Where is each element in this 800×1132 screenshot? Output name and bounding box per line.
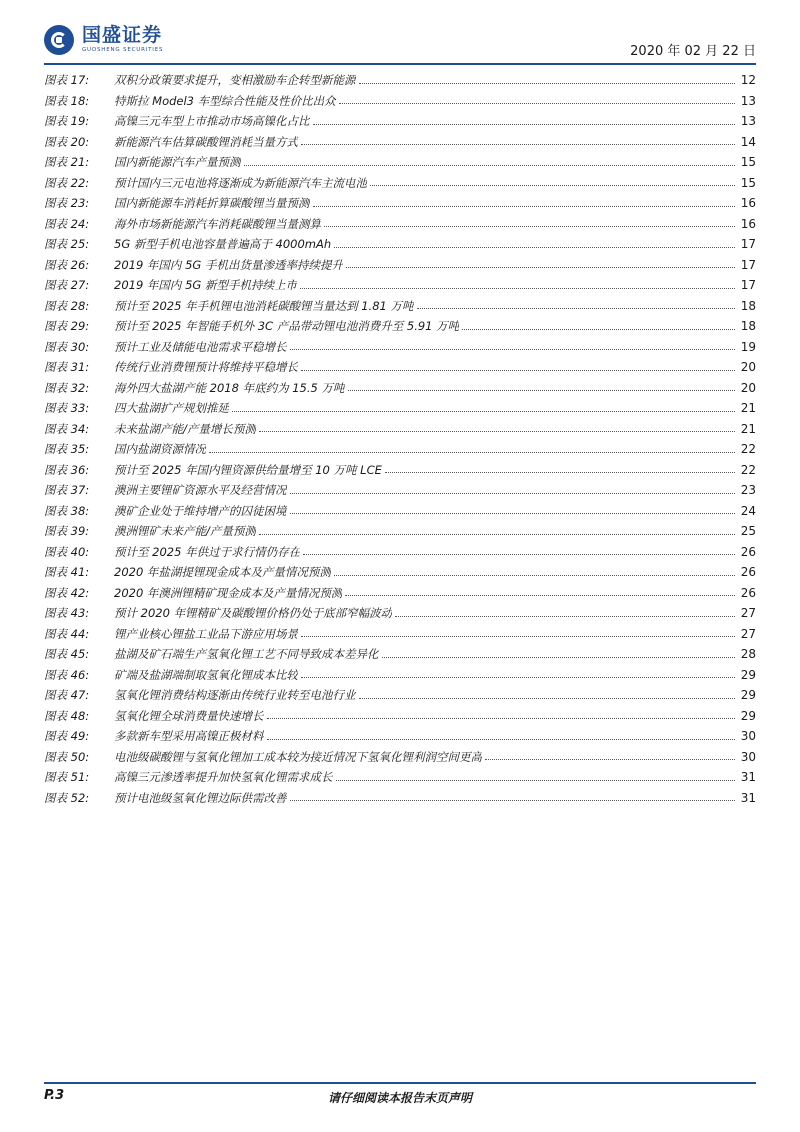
figure-label: 图表 52: [44, 790, 90, 805]
figure-index-entry[interactable] [44, 583, 756, 604]
figure-page-number[interactable]: 25 [740, 524, 756, 539]
dot-leader [209, 452, 735, 453]
figure-index-entry[interactable] [44, 152, 756, 173]
figure-index-entry[interactable] [44, 275, 756, 296]
dot-leader [303, 554, 735, 555]
figure-label: 图表 33: [44, 401, 90, 416]
dot-leader [346, 267, 735, 268]
figure-index-entry[interactable] [44, 193, 756, 214]
dot-leader [395, 616, 735, 617]
figure-title[interactable]: 盐湖及矿石端生产氢氧化锂工艺不同导致成本差异化 [114, 647, 379, 662]
figure-index-entry[interactable] [44, 480, 756, 501]
figure-label: 图表 38: [44, 503, 90, 518]
figure-page-number[interactable]: 22 [740, 462, 756, 477]
figure-page-number[interactable]: 15 [740, 175, 756, 190]
figure-title[interactable]: 预计至 2025 年智能手机外 3C 产品带动锂电池消费升至 5.91 万吨 [114, 319, 460, 334]
figure-label: 图表 17: [44, 73, 90, 88]
figure-title[interactable]: 国内盐湖资源情况 [114, 442, 206, 457]
figure-title[interactable]: 国内新能源汽车产量预测 [114, 155, 241, 170]
figure-page-number[interactable]: 13 [740, 93, 756, 108]
figure-index-entry[interactable] [44, 214, 756, 235]
figure-page-number[interactable]: 15 [740, 155, 756, 170]
figure-index-entry[interactable] [44, 747, 756, 768]
figure-label: 图表 34: [44, 421, 90, 436]
figure-page-number[interactable]: 29 [740, 688, 756, 703]
dot-leader [290, 349, 736, 350]
figure-page-number[interactable]: 27 [740, 626, 756, 641]
figure-index-entry[interactable] [44, 603, 756, 624]
figure-page-number[interactable]: 20 [740, 380, 756, 395]
figure-label: 图表 39: [44, 524, 90, 539]
figure-title[interactable]: 电池级碳酸锂与氢氧化锂加工成本较为接近情况下氢氧化锂利润空间更高 [114, 749, 482, 764]
figure-label: 图表 21: [44, 155, 90, 170]
dot-leader [301, 636, 735, 637]
figure-page-number[interactable]: 26 [740, 565, 756, 580]
dot-leader [244, 165, 736, 166]
dot-leader [336, 780, 736, 781]
figure-title[interactable]: 预计至 2025 年供过于求行情仍存在 [114, 544, 301, 559]
figure-title[interactable]: 预计至 2025 年国内锂资源供给量增至 10 万吨 LCE [114, 462, 382, 477]
dot-leader [370, 185, 735, 186]
figure-label: 图表 36: [44, 462, 90, 477]
figure-title[interactable]: 高镍三元渗透率提升加快氢氧化锂需求成长 [114, 770, 333, 785]
figure-page-number[interactable]: 24 [740, 503, 756, 518]
dot-leader [359, 83, 736, 84]
figure-title[interactable]: 氢氧化锂消费结构逐渐由传统行业转至电池行业 [114, 688, 356, 703]
dot-leader [232, 411, 735, 412]
figure-label: 图表 31: [44, 360, 90, 375]
company-logo-icon [44, 25, 74, 55]
figure-index-entry[interactable] [44, 316, 756, 337]
figure-page-number[interactable]: 21 [740, 401, 756, 416]
figure-title[interactable]: 澳矿企业处于维持增产的囚徒困境 [114, 503, 287, 518]
figure-page-number[interactable]: 19 [740, 339, 756, 354]
figure-index-entry[interactable] [44, 706, 756, 727]
figure-title[interactable]: 多款新车型采用高镍正极材料 [114, 729, 264, 744]
dot-leader [301, 370, 735, 371]
figure-index-entry[interactable] [44, 726, 756, 747]
figure-index-entry[interactable] [44, 521, 756, 542]
figure-page-number[interactable]: 30 [740, 749, 756, 764]
figure-index-entry[interactable] [44, 542, 756, 563]
figure-index-entry[interactable] [44, 255, 756, 276]
figure-title[interactable]: 海外四大盐湖产能 2018 年底约为 15.5 万吨 [114, 380, 345, 395]
dot-leader [345, 595, 735, 596]
figure-page-number[interactable]: 23 [740, 483, 756, 498]
dot-leader [313, 124, 736, 125]
figure-label: 图表 28: [44, 298, 90, 313]
dot-leader [334, 575, 735, 576]
figure-index-entry[interactable] [44, 460, 756, 481]
figure-label: 图表 18: [44, 93, 90, 108]
figure-index-entry[interactable] [44, 70, 756, 91]
figure-label: 图表 30: [44, 339, 90, 354]
figure-page-number[interactable]: 21 [740, 421, 756, 436]
dot-leader [313, 206, 736, 207]
figure-title[interactable]: 预计工业及储能电池需求平稳增长 [114, 339, 287, 354]
figure-title[interactable]: 传统行业消费锂预计将维持平稳增长 [114, 360, 298, 375]
figure-page-number[interactable]: 20 [740, 360, 756, 375]
figure-page-number[interactable]: 12 [740, 73, 756, 88]
footer-divider [44, 1082, 756, 1084]
dot-leader [290, 493, 736, 494]
dot-leader [267, 718, 736, 719]
logo-english-name: GUOSHENG SECURITIES [82, 47, 164, 54]
figure-title[interactable]: 未来盐湖产能/产量增长预测 [114, 421, 256, 436]
figure-label: 图表 35: [44, 442, 90, 457]
figure-page-number[interactable]: 17 [740, 257, 756, 272]
figure-page-number[interactable]: 29 [740, 708, 756, 723]
figure-label: 图表 45: [44, 647, 90, 662]
page-header [44, 22, 756, 62]
figure-index-entry[interactable] [44, 665, 756, 686]
dot-leader [462, 329, 735, 330]
figure-label: 图表 41: [44, 565, 90, 580]
figure-label: 图表 44: [44, 626, 90, 641]
figure-label: 图表 23: [44, 196, 90, 211]
figure-page-number[interactable]: 26 [740, 585, 756, 600]
figure-label: 图表 25: [44, 237, 90, 252]
dot-leader [417, 308, 736, 309]
dot-leader [385, 472, 735, 473]
figure-page-number[interactable]: 17 [740, 278, 756, 293]
figure-title[interactable]: 预计国内三元电池将逐渐成为新能源汽车主流电池 [114, 175, 367, 190]
figure-index-entry[interactable] [44, 439, 756, 460]
figure-title[interactable]: 国内新能源车消耗折算碳酸锂当量预测 [114, 196, 310, 211]
page-number: P.3 [44, 1088, 65, 1103]
figure-title[interactable]: 预计 2020 年锂精矿及碳酸锂价格仍处于底部窄幅波动 [114, 606, 393, 621]
figure-index-entry[interactable] [44, 296, 756, 317]
figure-title[interactable]: 5G 新型手机电池容量普遍高于 4000mAh [114, 237, 332, 252]
figure-title[interactable]: 四大盐湖扩产规划推延 [114, 401, 229, 416]
figure-index-entry[interactable] [44, 91, 756, 112]
figure-label: 图表 48: [44, 708, 90, 723]
figure-title[interactable]: 澳洲锂矿未来产能/产量预测 [114, 524, 256, 539]
figure-title[interactable]: 海外市场新能源汽车消耗碳酸锂当量测算 [114, 216, 321, 231]
figure-title[interactable]: 矿端及盐湖端制取氢氧化锂成本比较 [114, 667, 298, 682]
logo-chinese-name: 国盛证券 [82, 24, 163, 47]
figure-index-entry[interactable] [44, 132, 756, 153]
figure-index-entry[interactable] [44, 788, 756, 809]
figure-label: 图表 22: [44, 175, 90, 190]
figure-index-entry[interactable] [44, 624, 756, 645]
figure-page-number[interactable]: 28 [740, 647, 756, 662]
dot-leader [324, 226, 735, 227]
figure-title[interactable]: 高镍三元车型上市推动市场高镍化占比 [114, 114, 310, 129]
figure-title[interactable]: 特斯拉 Model3 车型综合性能及性价比出众 [114, 93, 336, 108]
dot-leader [300, 288, 735, 289]
dot-leader [267, 739, 736, 740]
figure-page-number[interactable]: 13 [740, 114, 756, 129]
figure-title[interactable]: 新能源汽车估算碳酸锂消耗当量方式 [114, 134, 298, 149]
figure-title[interactable]: 2020 年盐湖提锂现金成本及产量情况预测 [114, 565, 331, 580]
figure-page-number[interactable]: 31 [740, 770, 756, 785]
figure-page-number[interactable]: 18 [740, 319, 756, 334]
figure-index-entry[interactable] [44, 562, 756, 583]
dot-leader [382, 657, 736, 658]
dot-leader [290, 513, 736, 514]
figure-label: 图表 24: [44, 216, 90, 231]
figure-title[interactable]: 2020 年澳洲锂精矿现金成本及产量情况预测 [114, 585, 343, 600]
figure-title[interactable]: 2019 年国内 5G 新型手机持续上市 [114, 278, 297, 293]
figure-title[interactable]: 预计电池级氢氧化锂边际供需改善 [114, 790, 287, 805]
figure-label: 图表 26: [44, 257, 90, 272]
figure-index-entry[interactable] [44, 173, 756, 194]
dot-leader [259, 431, 735, 432]
figure-label: 图表 43: [44, 606, 90, 621]
figure-index-entry[interactable] [44, 685, 756, 706]
figure-page-number[interactable]: 30 [740, 729, 756, 744]
figure-label: 图表 42: [44, 585, 90, 600]
figure-index-entry[interactable] [44, 501, 756, 522]
figure-page-number[interactable]: 31 [740, 790, 756, 805]
figure-page-number[interactable]: 14 [740, 134, 756, 149]
dot-leader [290, 800, 736, 801]
figure-index-entry[interactable] [44, 234, 756, 255]
dot-leader [348, 390, 736, 391]
figure-label: 图表 37: [44, 483, 90, 498]
figure-index-entry[interactable] [44, 357, 756, 378]
disclaimer-note: 请仔细阅读本报告末页声明 [327, 1091, 472, 1105]
dot-leader [301, 677, 735, 678]
figure-label: 图表 51: [44, 770, 90, 785]
figure-label: 图表 50: [44, 749, 90, 764]
figure-label: 图表 20: [44, 134, 90, 149]
figure-index-entry[interactable] [44, 398, 756, 419]
dot-leader [485, 759, 735, 760]
company-logo [44, 22, 163, 58]
figure-index-entry[interactable] [44, 644, 756, 665]
figure-index-entry[interactable] [44, 378, 756, 399]
figure-page-number[interactable]: 16 [740, 216, 756, 231]
figure-index-entry[interactable] [44, 111, 756, 132]
figure-title[interactable]: 氢氧化锂全球消费量快速增长 [114, 708, 264, 723]
figure-index-entry[interactable] [44, 767, 756, 788]
dot-leader [301, 144, 735, 145]
dot-leader [339, 103, 735, 104]
figure-label: 图表 49: [44, 729, 90, 744]
dot-leader [259, 534, 735, 535]
figure-index-entry[interactable] [44, 419, 756, 440]
figure-title[interactable]: 双积分政策要求提升，变相激励车企转型新能源 [114, 73, 356, 88]
figure-title[interactable]: 2019 年国内 5G 手机出货量渗透率持续提升 [114, 257, 343, 272]
figure-label: 图表 40: [44, 544, 90, 559]
figure-label: 图表 19: [44, 114, 90, 129]
figure-label: 图表 32: [44, 380, 90, 395]
figure-title[interactable]: 澳洲主要锂矿资源水平及经营情况 [114, 483, 287, 498]
figure-index-list [44, 70, 756, 808]
figure-page-number[interactable]: 18 [740, 298, 756, 313]
figure-page-number[interactable]: 29 [740, 667, 756, 682]
figure-page-number[interactable]: 22 [740, 442, 756, 457]
figure-page-number[interactable]: 27 [740, 606, 756, 621]
figure-page-number[interactable]: 16 [740, 196, 756, 211]
figure-title[interactable]: 预计至 2025 年手机锂电池消耗碳酸锂当量达到 1.81 万吨 [114, 298, 414, 313]
figure-page-number[interactable]: 17 [740, 237, 756, 252]
report-date: 2020 年 02 月 22 日 [630, 44, 756, 59]
figure-label: 图表 27: [44, 278, 90, 293]
figure-label: 图表 47: [44, 688, 90, 703]
figure-label: 图表 29: [44, 319, 90, 334]
figure-page-number[interactable]: 26 [740, 544, 756, 559]
dot-leader [359, 698, 736, 699]
figure-label: 图表 46: [44, 667, 90, 682]
dot-leader [334, 247, 735, 248]
logo-text [82, 26, 163, 54]
figure-title[interactable]: 锂产业核心锂盐工业品下游应用场景 [114, 626, 298, 641]
figure-index-entry[interactable] [44, 337, 756, 358]
header-divider [44, 63, 756, 65]
